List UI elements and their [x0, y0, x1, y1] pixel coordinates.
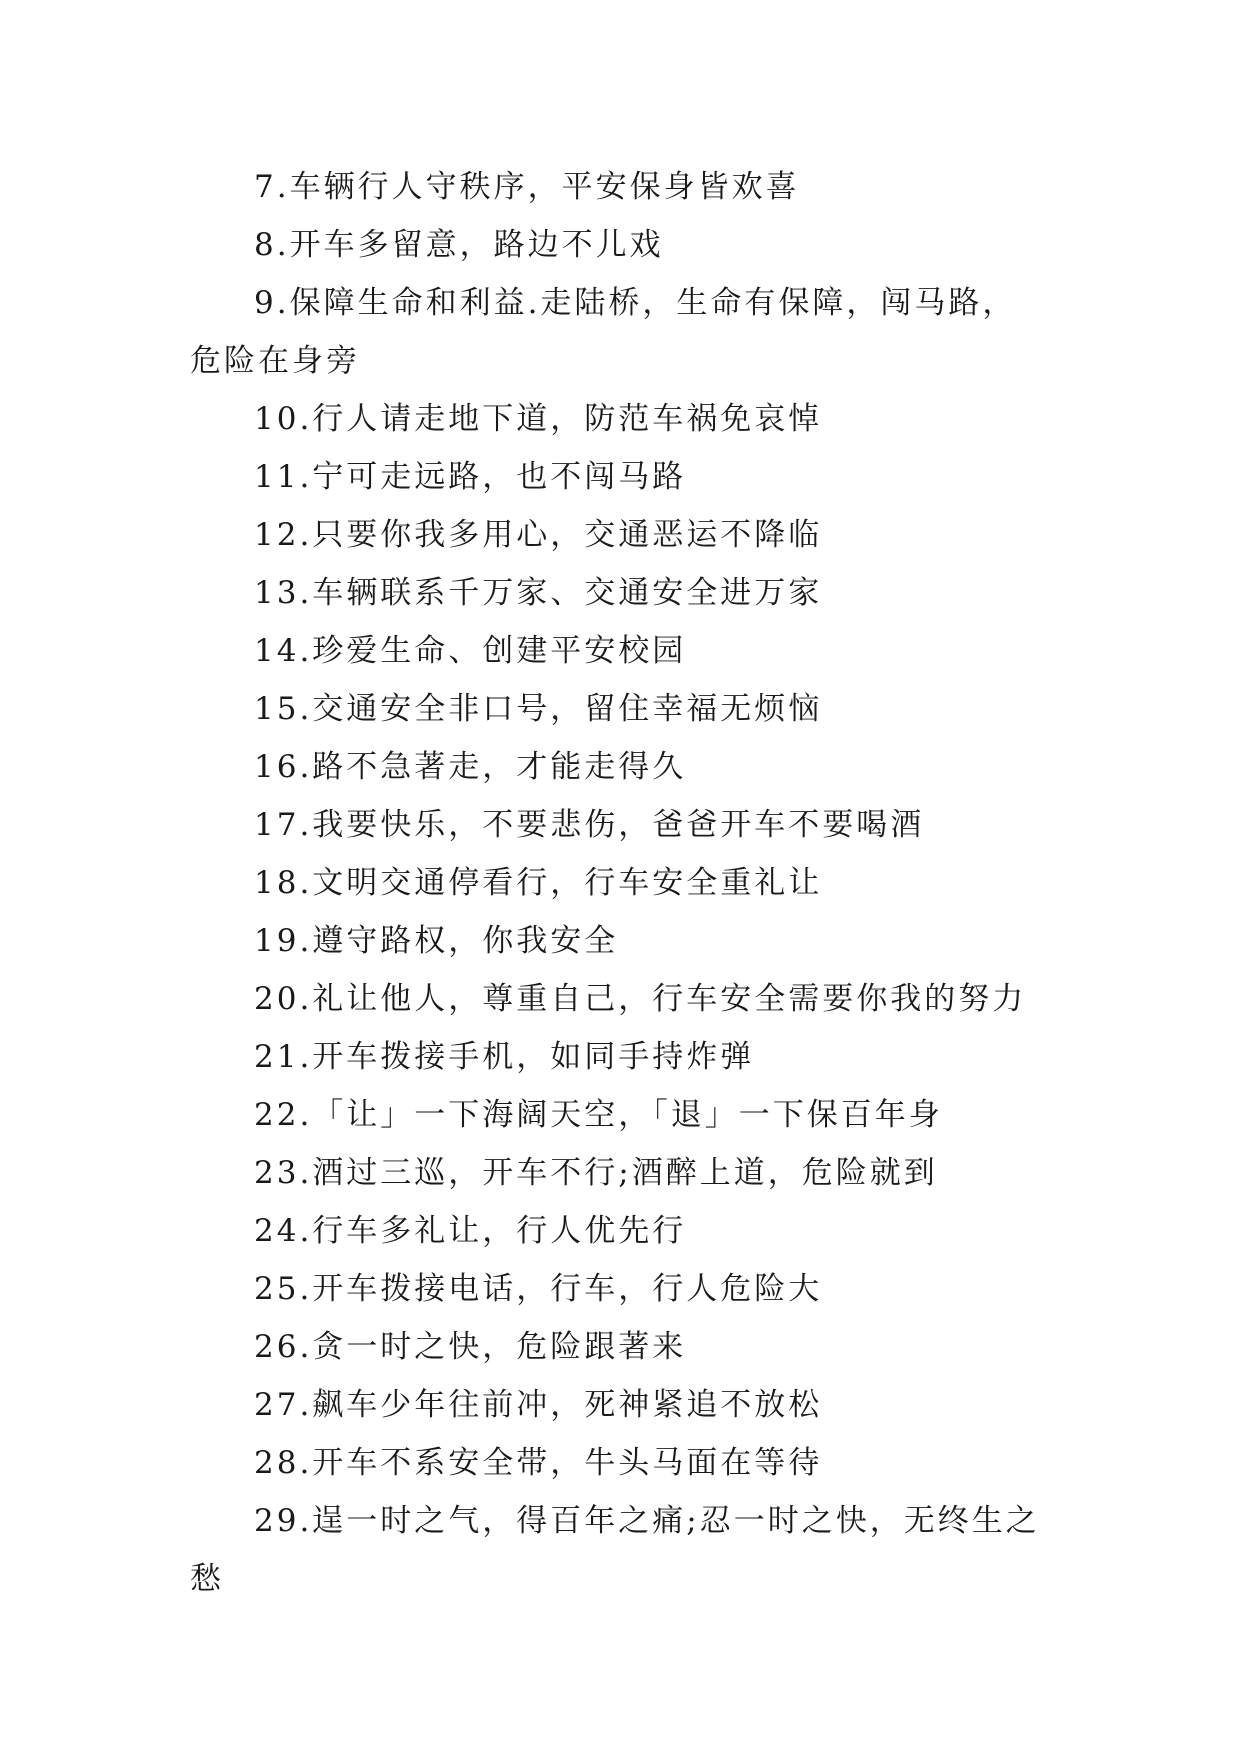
list-item: 9.保障生命和利益.走陆桥，生命有保障，闯马路，危险在身旁: [190, 285, 1017, 379]
list-item: 15.交通安全非口号，留住幸福无烦恼: [254, 691, 823, 727]
list-item: 24.行车多礼让，行人优先行: [254, 1213, 687, 1249]
list-item: 7.车辆行人守秩序，平安保身皆欢喜: [254, 169, 800, 205]
list-item: 28.开车不系安全带，牛头马面在等待: [254, 1445, 823, 1481]
list-item: 25.开车拨接电话，行车，行人危险大: [254, 1271, 823, 1307]
list-item: 8.开车多留意，路边不儿戏: [254, 227, 664, 263]
list-item: 14.珍爱生命、创建平安校园: [254, 633, 687, 669]
list-item: 18.文明交通停看行，行车安全重礼让: [254, 865, 823, 901]
list-item: 21.开车拨接手机，如同手持炸弹: [254, 1039, 755, 1075]
list-item: 23.酒过三巡，开车不行;酒醉上道，危险就到: [254, 1155, 938, 1191]
list-item: 20.礼让他人，尊重自己，行车安全需要你我的努力: [254, 981, 1027, 1017]
list-item: 16.路不急著走，才能走得久: [254, 749, 687, 785]
list-item: 10.行人请走地下道，防范车祸免哀悼: [254, 401, 823, 437]
list-item: 12.只要你我多用心，交通恶运不降临: [254, 517, 823, 553]
list-item: 17.我要快乐，不要悲伤，爸爸开车不要喝酒: [254, 807, 925, 843]
slogan-list: [190, 158, 1050, 1608]
list-item: 11.宁可走远路，也不闯马路: [254, 459, 687, 495]
list-item: 19.遵守路权，你我安全: [254, 923, 619, 959]
list-item: 26.贪一时之快，危险跟著来: [254, 1329, 687, 1365]
list-item: 13.车辆联系千万家、交通安全进万家: [254, 575, 823, 611]
list-item: 27.飙车少年往前冲，死神紧追不放松: [254, 1387, 823, 1423]
list-item: 29.逞一时之气，得百年之痛;忍一时之快，无终生之愁: [190, 1503, 1040, 1597]
list-item: 22.「让」一下海阔天空，「退」一下保百年身: [254, 1097, 943, 1133]
